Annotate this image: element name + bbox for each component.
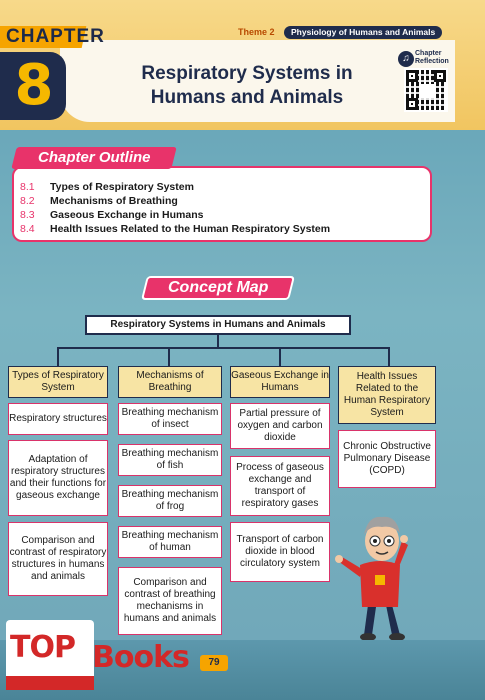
concept-item: Process of gaseous exchange and transport of respiratory gases xyxy=(230,456,330,516)
concept-item: Comparison and contrast of respiratory structures in humans and animals xyxy=(8,522,108,596)
outline-item: 8.4 Health Issues Related to the Human Respiratory System xyxy=(20,223,331,235)
branch-health-issues: Health Issues Related to the Human Respiratory System xyxy=(338,366,436,424)
concept-item: Adaptation of respiratory structures and their functions for gaseous exchange xyxy=(8,440,108,516)
connector-line xyxy=(388,347,390,367)
branch-mechanisms-of-breathing: Mechanisms of Breathing xyxy=(118,366,222,398)
chapter-tag xyxy=(0,26,105,48)
page-number: 79 xyxy=(200,655,228,671)
headphones-icon: ♫ xyxy=(398,51,414,67)
outline-item: 8.3 Gaseous Exchange in Humans xyxy=(20,209,204,221)
concept-item: Transport of carbon dioxide in blood circulatory system xyxy=(230,522,330,582)
watermark-red-bar xyxy=(6,676,94,690)
chapter-reflection-label: Chapter Reflection xyxy=(415,50,449,65)
connector-line xyxy=(279,347,281,367)
theme-name: Physiology of Humans and Animals xyxy=(284,26,442,39)
outline-item: 8.2 Mechanisms of Breathing xyxy=(20,195,178,207)
student-mascot-illustration xyxy=(330,505,430,645)
concept-item: Breathing mechanism of frog xyxy=(118,485,222,517)
connector-line xyxy=(57,347,389,349)
theme-label: Theme 2 xyxy=(238,27,275,37)
concept-item: Chronic Obstructive Pulmonary Disease (COPD) xyxy=(338,430,436,488)
concept-item: Partial pressure of oxygen and carbon dioxide xyxy=(230,403,330,449)
chapter-outline-list xyxy=(20,180,330,236)
concept-map-root: Respiratory Systems in Humans and Animals xyxy=(85,315,351,335)
concept-item: Respiratory structures xyxy=(8,403,108,435)
chapter-title-line1: Respiratory Systems in xyxy=(141,63,353,84)
watermark-logo-top: TOP xyxy=(10,630,75,665)
concept-item: Breathing mechanism of fish xyxy=(118,444,222,476)
watermark-logo-books: Books xyxy=(92,640,189,675)
connector-line xyxy=(57,347,59,367)
connector-line xyxy=(168,347,170,367)
connector-line xyxy=(217,335,219,347)
qr-code[interactable] xyxy=(404,68,448,112)
concept-item: Breathing mechanism of insect xyxy=(118,403,222,435)
branch-gaseous-exchange-in-humans: Gaseous Exchange in Humans xyxy=(230,366,330,398)
concept-map-heading: Concept Map xyxy=(141,276,295,300)
chapter-number: 8 xyxy=(14,53,54,118)
chapter-title-line2: Humans and Animals xyxy=(150,87,344,108)
concept-item: Comparison and contrast of breathing mechanisms in humans and animals xyxy=(118,567,222,635)
concept-item: Breathing mechanism of human xyxy=(118,526,222,558)
outline-item: 8.1 Types of Respiratory System xyxy=(20,181,194,193)
chapter-outline-heading: Chapter Outline xyxy=(11,147,176,169)
chapter-label: CHAPTER xyxy=(6,26,105,47)
chapter-title xyxy=(112,62,382,110)
branch-types-of-respiratory-system: Types of Respiratory System xyxy=(8,366,108,398)
